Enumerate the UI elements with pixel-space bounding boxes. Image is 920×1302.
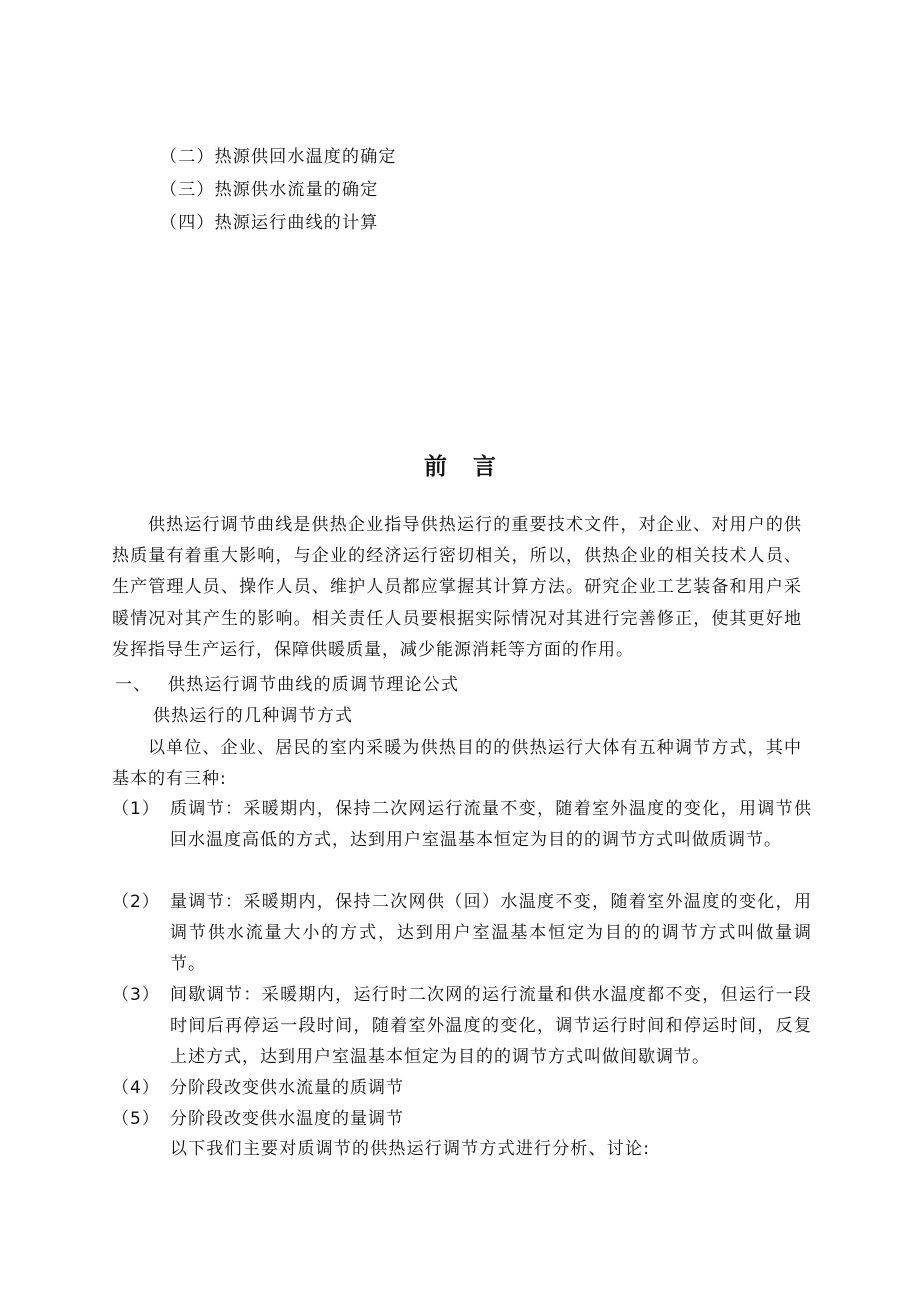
subheading: 供热运行的几种调节方式 [153, 706, 354, 726]
toc-item-4: （四）热源运行曲线的计算 [160, 213, 379, 233]
page-title: 前言 [424, 454, 522, 480]
list-item-text: 质调节：采暖期内，保持二次网运行流量不变，随着室外温度的变化，用调节供回水温度高低的方式，达到用户室温基本恒定为目的的调节方式叫做质调节。 [170, 799, 812, 851]
list-item-number: （5） [112, 1109, 160, 1129]
section-heading: 供热运行调节曲线的质调节理论公式 [168, 675, 460, 695]
list-item-number: （4） [112, 1078, 160, 1098]
list-item [112, 1104, 812, 1135]
list-item [112, 794, 812, 856]
list-item-number: （1） [112, 799, 160, 819]
toc-item-2: （二）热源供回水温度的确定 [160, 147, 397, 167]
list-item-text: 分阶段改变供水流量的质调节 [170, 1078, 404, 1098]
preface-paragraph: 供热运行调节曲线是供热企业指导供热运行的重要技术文件，对企业、对用户的供热质量有着重大影响，与企业的经济运行密切相关，所以，供热企业的相关技术人员、生产管理人员、操作人员、维护人员都应掌握其计算方法。研究企业工艺装备和用户采暖情况对其产生的影响。相关责任人员要根据实际情况对其进行完善修正，使其更好地发挥指导生产运行，保障供暖质量，减少能源消耗等方面的作用。 [112, 515, 802, 660]
list-item-text: 量调节：采暖期内，保持二次网供（回）水温度不变，随着室外温度的变化，用调节供水流量大小的方式，达到用户室温基本恒定为目的的调节方式叫做量调节。 [170, 892, 812, 975]
list-item [112, 1073, 812, 1104]
list-item-text: 间歇调节：采暖期内，运行时二次网的运行流量和供水温度都不变，但运行一段时间后再停运一段时间，随着室外温度的变化，调节运行时间和停运时间，反复上述方式，达到用户室温基本恒定为目的的调节方式叫做间歇调节。 [170, 985, 812, 1068]
list-item-text: 分阶段改变供水温度的量调节 [170, 1109, 404, 1129]
section-number: 一、 [115, 675, 152, 695]
list-item-number: （2） [112, 892, 160, 912]
list-item-number: （3） [112, 985, 160, 1005]
list-item [112, 980, 812, 1074]
intro-paragraph: 以单位、企业、居民的室内采暖为供热目的的供热运行大体有五种调节方式，其中基本的有三种: [112, 738, 802, 790]
closing-line: 以下我们主要对质调节的供热运行调节方式进行分析、讨论: [170, 1139, 651, 1159]
list-item [112, 887, 812, 981]
toc-item-3: （三）热源供水流量的确定 [160, 180, 379, 200]
